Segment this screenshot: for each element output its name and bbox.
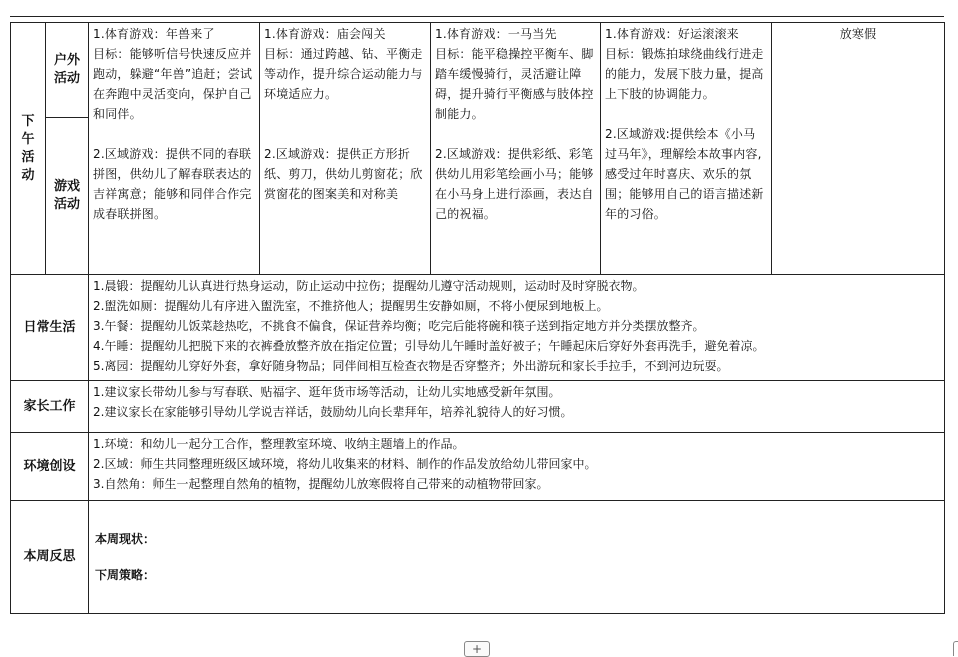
afternoon-sub-labels bbox=[46, 23, 89, 275]
outdoor-activity-label: 户外 活动 bbox=[46, 23, 88, 118]
environment-line: 2.区域：师生共同整理班级区域环境，将幼儿收集来的材料、制作的作品发放给幼儿带回家中。 bbox=[93, 457, 597, 471]
daily-life-content[interactable] bbox=[89, 275, 945, 381]
page-edge-handle bbox=[953, 641, 958, 656]
environment-content[interactable] bbox=[89, 433, 945, 501]
daily-line: 3.午餐：提醒幼儿饭菜趁热吃，不挑食不偏食，保证营养均衡；吃完后能将碗和筷子送到指定地方并分类摆放整齐。 bbox=[93, 319, 705, 333]
environment-row bbox=[11, 433, 945, 501]
table-top-border bbox=[10, 16, 944, 17]
weekly-plan-page bbox=[10, 22, 944, 634]
weekly-plan-table bbox=[10, 22, 945, 614]
game-activity-label: 游戏 活动 bbox=[53, 179, 80, 212]
daily-life-label: 日常生活 bbox=[11, 275, 89, 381]
afternoon-label: 下 午 活 动 bbox=[11, 23, 46, 275]
family-line: 2.建议家长在家能够引导幼儿学说吉祥话，鼓励幼儿向长辈拜年，培养礼貌待人的好习惯。 bbox=[93, 405, 573, 419]
reflection-content[interactable] bbox=[89, 501, 945, 614]
daily-line: 5.离园：提醒幼儿穿好外套，拿好随身物品；同伴间相互检查衣物是否穿整齐；外出游玩和家长手拉手，不到河边玩耍。 bbox=[93, 359, 729, 373]
family-line: 1.建议家长带幼儿参与写春联、贴福字、逛年货市场等活动，让幼儿实地感受新年氛围。 bbox=[93, 385, 561, 399]
daily-line: 2.盥洗如厕：提醒幼儿有序进入盥洗室，不推挤他人；提醒男生安静如厕，不将小便尿到地板上。 bbox=[93, 299, 609, 313]
daily-line: 4.午睡：提醒幼儿把脱下来的衣裤叠放整齐放在指定位置；引导幼儿午睡时盖好被子；午睡起床后穿好外套再洗手，避免着凉。 bbox=[93, 339, 765, 353]
environment-line: 3.自然角：师生一起整理自然角的植物，提醒幼儿放寒假将自己带来的动植物带回家。 bbox=[93, 477, 549, 491]
family-work-content[interactable] bbox=[89, 381, 945, 433]
tuesday-activities[interactable]: 1.体育游戏：庙会闯关 目标：通过跨越、钻、平衡走等动作，提升综合运动能力与环境适应力。 2.区域游戏：提供正方形折纸、剪刀，供幼儿剪窗花；欣赏窗花的图案美和对称美 bbox=[260, 23, 431, 275]
reflection-label: 本周反思 bbox=[11, 501, 89, 614]
current-status-label: 本周现状： bbox=[95, 532, 156, 546]
monday-activities[interactable]: 1.体育游戏：年兽来了 目标：能够听信号快速反应并跑动，躲避“年兽”追赶；尝试在奔跑中灵活变向，保护自己和同伴。 2.区域游戏：提供不同的春联拼图，供幼儿了解春联表达的吉祥寓意；能够和同伴合作完成春联拼图。 bbox=[89, 23, 260, 275]
family-work-row bbox=[11, 381, 945, 433]
family-work-label: 家长工作 bbox=[11, 381, 89, 433]
reflection-row bbox=[11, 501, 945, 614]
daily-line: 1.晨锻：提醒幼儿认真进行热身运动，防止运动中拉伤；提醒幼儿遵守活动规则，运动时及时穿脱衣物。 bbox=[93, 279, 645, 293]
next-strategy-label: 下周策略： bbox=[95, 568, 156, 582]
afternoon-row bbox=[11, 23, 945, 275]
daily-life-row bbox=[11, 275, 945, 381]
add-row-button[interactable]: + bbox=[464, 641, 490, 657]
thursday-activities[interactable]: 1.体育游戏：好运滚滚来 目标：锻炼拍球绕曲线行进走的能力，发展下肢力量，提高上下肢的协调能力。 2.区域游戏:提供绘本《小马过马年》，理解绘本故事内容,感受过年时喜庆、欢乐的氛围；能够用自己的语言描述新年的习俗。 bbox=[601, 23, 772, 275]
friday-activities[interactable]: 放寒假 bbox=[772, 23, 945, 275]
wednesday-activities[interactable]: 1.体育游戏：一马当先 目标：能平稳操控平衡车、脚踏车缓慢骑行，灵活避让障碍，提升骑行平衡感与肢体控制能力。 2.区域游戏：提供彩纸、彩笔供幼儿用彩笔绘画小马；能够在小马身上进行添画，表达自己的祝福。 bbox=[431, 23, 601, 275]
environment-label: 环境创设 bbox=[11, 433, 89, 501]
environment-line: 1.环境：和幼儿一起分工合作，整理教室环境、收纳主题墙上的作品。 bbox=[93, 437, 465, 451]
